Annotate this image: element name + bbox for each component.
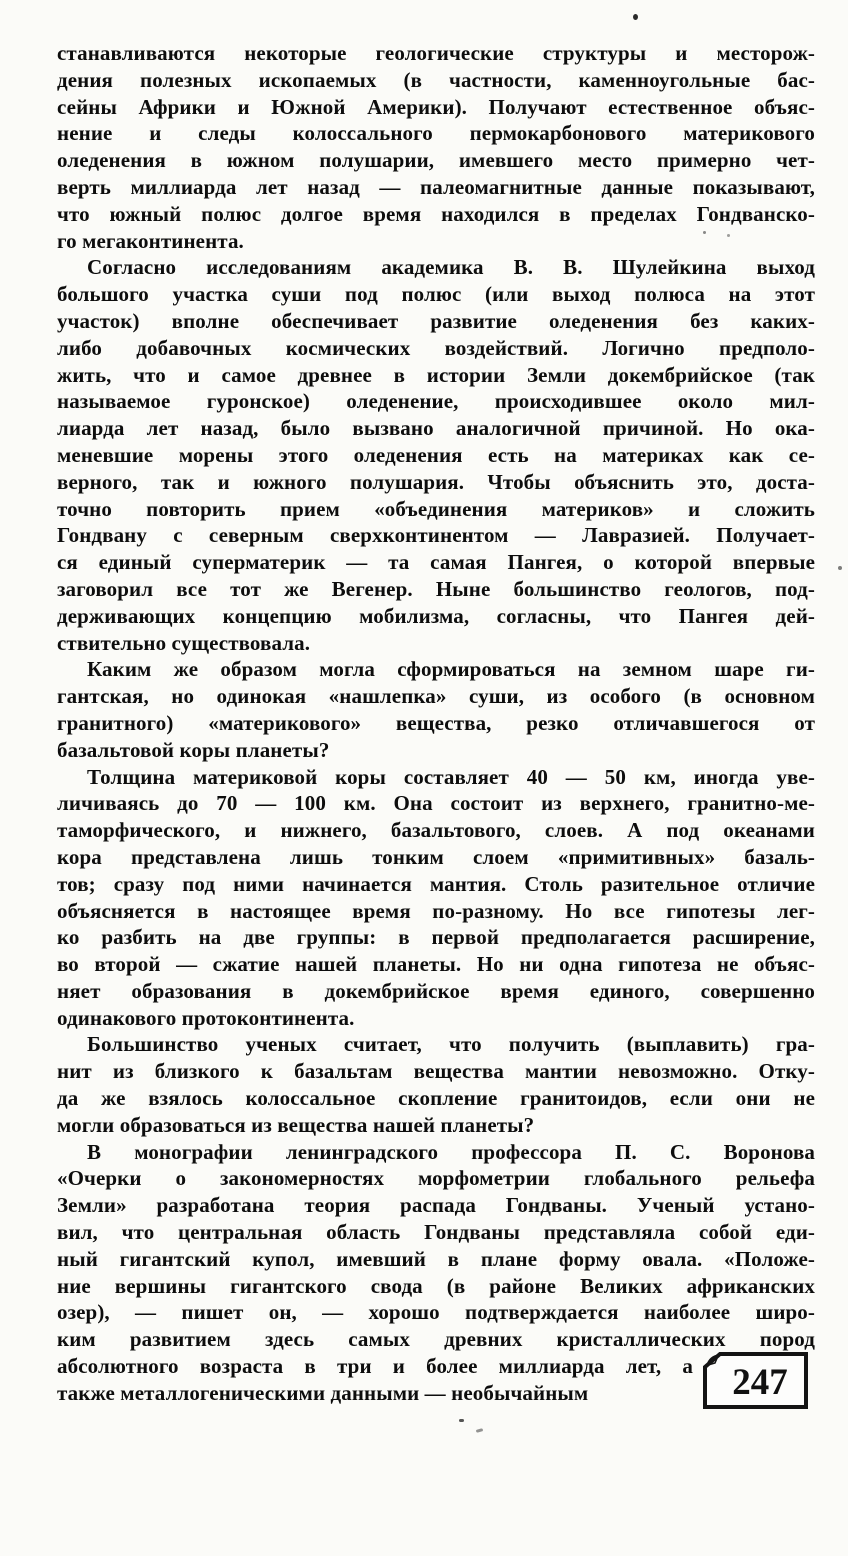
text-line: ние вершины гигантского свода (в районе Великих африканских — [57, 1273, 815, 1298]
text-line: ким развитием здесь самых древних кристаллических пород — [57, 1327, 815, 1352]
text-line: Согласно исследованиям академика В. В. Шулейкина выход — [87, 255, 815, 280]
paragraph — [57, 656, 815, 763]
scan-speck — [727, 234, 730, 237]
text-line: Каким же образом могла сформироваться на земном шаре ги- — [87, 657, 815, 682]
text-line: участок) вполне обеспечивает развитие оледенения без каких- — [57, 308, 815, 333]
text-line: ствительно существовала. — [57, 630, 311, 655]
text-line: Земли» разработана теория распада Гондваны. Ученый устано- — [57, 1193, 815, 1218]
text-line: Большинство ученых считает, что получить (выплавить) гра- — [87, 1032, 815, 1057]
text-line: верного, так и южного полушария. Чтобы объяснить это, доста- — [57, 469, 815, 494]
text-line: станавливаются некоторые геологические структуры и месторож- — [57, 41, 815, 65]
text-line: базальтовой коры планеты? — [57, 737, 330, 762]
paragraph — [57, 1031, 815, 1138]
text-line: абсолютного возраста в три и более миллиарда лет, а — [57, 1354, 693, 1379]
text-line: няет образования в докембрийское время единого, совершенно — [57, 978, 815, 1003]
paragraph — [57, 254, 815, 656]
text-line: называемое гуронское) оледенение, происходившее около мил- — [57, 389, 815, 414]
text-line: тов; сразу под ними начинается мантия. Столь разительное отличие — [57, 871, 815, 896]
text-line: сейны Африки и Южной Америки). Получают естественное объяс- — [57, 94, 815, 119]
text-line: либо добавочных космических воздействий. Логично предполо- — [57, 335, 815, 360]
text-line: во второй — сжатие нашей планеты. Но ни одна гипотеза не объяс- — [57, 952, 815, 977]
text-line: да же взялось колоссальное скопление гранитоидов, если они не — [57, 1086, 815, 1111]
text-line: нит из близкого к базальтам вещества мантии невозможно. Отку- — [57, 1059, 815, 1084]
text-line: вил, что центральная область Гондваны представляла собой еди- — [57, 1220, 815, 1245]
text-line: кора представлена лишь тонким слоем «примитивных» базаль- — [57, 844, 815, 869]
text-line: жить, что и самое древнее в истории Земли докембрийское (так — [57, 362, 815, 387]
text-line: объясняется в настоящее время по-разному. Но все гипотезы лег- — [57, 898, 815, 923]
text-line: также металлогеническими данными — необычайным — [57, 1380, 589, 1405]
text-line: го мегаконтинента. — [57, 228, 244, 253]
text-line: гранитного) «материкового» вещества, резко отличавшегося от — [57, 710, 815, 735]
text-line: нение и следы колоссального пермокарбонового материкового — [57, 121, 815, 146]
text-line: оледенения в южном полушарии, имевшего место примерно чет- — [57, 148, 815, 173]
text-line: Толщина материковой коры составляет 40 — 50 км, иногда уве- — [87, 764, 815, 789]
text-line: озер), — пишет он, — хорошо подтверждается наиболее широ- — [57, 1300, 815, 1325]
text-line: точно повторить прием «объединения материков» и сложить — [57, 496, 815, 521]
scan-speck — [838, 566, 842, 570]
scan-speck — [476, 1428, 484, 1433]
text-line: В монографии ленинградского профессора П. С. Воронова — [87, 1139, 815, 1164]
text-line: заговорил все тот же Вегенер. Ныне большинство геологов, под- — [57, 576, 815, 601]
text-line: большого участка суши под полюс (или выход полюса на этот — [57, 282, 815, 307]
scan-speck — [703, 231, 706, 234]
text-line: ся единый суперматерик — та самая Пангея, о которой впервые — [57, 550, 815, 575]
page-number: 247 — [732, 1361, 788, 1403]
text-line: «Очерки о закономерностях морфометрии глобального рельефа — [57, 1166, 815, 1191]
text-line: ко разбить на две группы: в первой предполагается расширение, — [57, 925, 815, 950]
text-line: гантская, но одинокая «нашлепка» суши, из особого (в основном — [57, 684, 815, 709]
page-number-badge — [702, 1351, 810, 1411]
text-line: Гондвану с северным сверхконтинентом — Лавразией. Получает- — [57, 523, 815, 548]
text-line: меневшие морены этого оледенения есть на материках как се- — [57, 442, 815, 467]
text-line: держивающих концепцию мобилизма, согласны, что Пангея дей- — [57, 603, 815, 628]
text-line: ный гигантский купол, имевший в плане форму овала. «Положе- — [57, 1246, 815, 1271]
text-line: лиарда лет назад, было вызвано аналогичной причиной. Но ока- — [57, 416, 815, 441]
text-line: могли образоваться из вещества нашей планеты? — [57, 1112, 535, 1137]
text-line: дения полезных ископаемых (в частности, каменноугольные бас- — [57, 67, 815, 92]
text-line: что южный полюс долгое время находился в пределах Гондванско- — [57, 201, 815, 226]
paragraph — [57, 764, 815, 1032]
text-line: личиваясь до 70 — 100 км. Она состоит из верхнего, гранитно-ме- — [57, 791, 815, 816]
scan-speck — [459, 1419, 464, 1422]
text-line: таморфического, и нижнего, базальтового, слоев. А под океанами — [57, 818, 815, 843]
text-line: верть миллиарда лет назад — палеомагнитные данные показывают, — [57, 174, 815, 199]
body-text — [57, 40, 815, 1407]
scan-speck — [633, 14, 638, 20]
text-line: одинакового протоконтинента. — [57, 1005, 355, 1030]
paragraph — [57, 40, 815, 254]
